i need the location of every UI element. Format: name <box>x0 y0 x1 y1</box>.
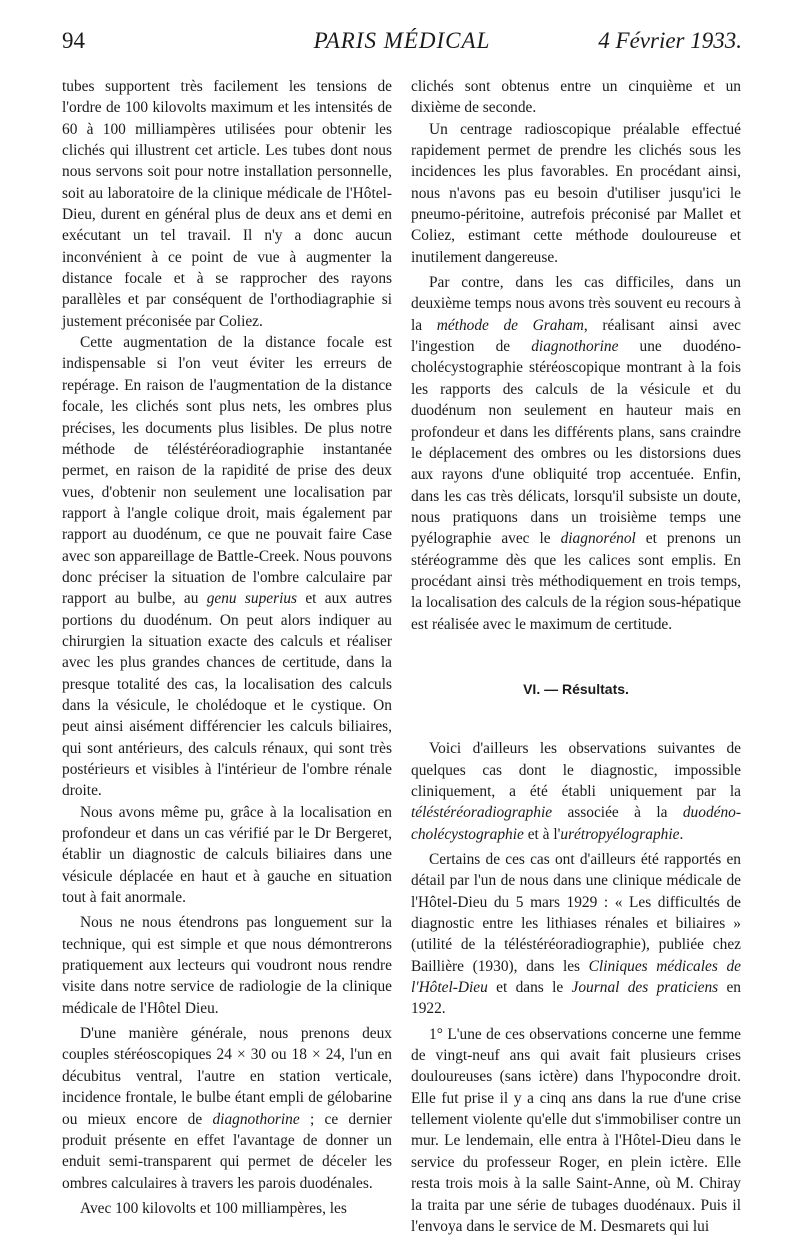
issue-date: 4 Février 1933. <box>598 28 742 53</box>
running-header <box>62 28 742 64</box>
paragraph: Certains de ces cas ont d'ailleurs été rapportés en détail par l'un de nous dans une clinique médicale de l'Hôtel-Dieu du 5 mars 1929 : « Les difficultés de diagnostic entre les lithiases rénales et biliaires » (utilité de la téléstéréoradiographie), publiée chez Baillière (1930), dans les Cliniques médicales de l'Hôtel-Dieu et dans le Journal des praticiens en 1922. <box>411 851 741 1018</box>
left-column <box>62 76 392 1219</box>
paragraph: D'une manière générale, nous prenons deux couples stéréoscopiques 24 × 30 ou 18 × 24, l'un en décubitus ventral, l'autre en station verticale, incidence frontale, le bulbe étant empli de gélobarine ou mieux encore de diagnothorine ; ce dernier produit présente en effet l'avantage de donner un enduit semi-transparent qui permet de déceler les ombres calculaires à travers les parois duodénales. <box>62 1025 393 1192</box>
section-heading: VI. — Résultats. <box>523 680 629 697</box>
paragraph: 1° L'une de ces observations concerne une femme de vingt-neuf ans qui avait fait plusieurs crises douloureuses (sans ictère) dans l'hypocondre droit. Elle fut prise il y a cinq ans dans la rue d'une crise tellement violente qu'elle dut s'immobiliser contre un mur. Le lendemain, elle entra à l'Hôtel-Dieu dans le service du professeur Roger, en plein ictère. Elle resta trois mois à la salle Saint-Anne, où M. Chiray la traita par une série de tubages duodénaux. Puis il l'envoya dans le service de M. Desmarets qui lui <box>411 1025 741 1235</box>
paragraph: Cette augmentation de la distance focale est indispensable si l'on veut éviter les erreurs de repérage. En raison de l'augmentation de la distance focale, les clichés sont plus nets, les ombres plus précises, les documents plus lisibles. De plus notre méthode de téléstéréoradiographie instantanée permet, en raison de la rapidité de prise des deux vues, d'obtenir non seulement une localisation par rapport à l'angle colique droit, mais également par rapport au duodénum, ce que ne pouvait faire Case avec son appareillage de Battle-Creek. Nous pouvons donc préciser la situation de l'ombre calculaire par rapport au bulbe, au genu superius et aux autres portions du duodénum. On peut alors indiquer au chirurgien la situation exacte des calculs et réaliser avec les plus grandes chances de certitude, dans la presque totalité des cas, la localisation des calculs dans la vésicule, le cholédoque et le cystique. On peut ainsi aisément différencier les calculs biliaires, qui sont antérieurs, des calculs rénaux, qui sont très postérieurs et visibles à l'intérieur de l'ombre rénale droite. <box>62 334 392 800</box>
page-number: 94 <box>62 28 85 53</box>
journal-title: PARIS MÉDICAL <box>313 28 491 53</box>
paragraph: Voici d'ailleurs les observations suivantes de quelques cas dont le diagnostic, impossible cliniquement, a été établi uniquement par la téléstéréoradiographie associée à la duodéno-cholécystographie et à l'urétropyélographie. <box>411 740 741 843</box>
right-column <box>411 76 741 1237</box>
paragraph: Un centrage radioscopique préalable effectué rapidement permet de prendre les clichés sous les incidences les plus favorables. En procédant ainsi, nous n'avons pas eu besoin d'utiliser jusqu'ici le pneumo-péritoine, autrefois préconisé par Mallet et Coliez, estimant cette méthode douloureuse et inutilement dangereuse. <box>411 120 741 266</box>
paragraph: tubes supportent très facilement les tensions de l'ordre de 100 kilovolts maximum et les intensités de 60 à 100 milliampères utilisées pour obtenir les clichés qui illustrent cet article. Les tubes dont nous nous servons soit pour notre installation personnelle, soit au laboratoire de la clinique médicale de l'Hôtel-Dieu, durent en général plus de deux ans et demi en exécutant un tel travail. Il n'y a donc aucun inconvénient à ce point de vue à augmenter la distance focale et à se rapprocher des rayons parallèles et par conséquent de l'orthodiagraphie si justement préconisée par Coliez. <box>62 78 392 330</box>
paragraph: Nous avons même pu, grâce à la localisation en profondeur et dans un cas vérifié par le Dr Bergeret, établir un diagnostic de calculs biliaires dans une vésicule déplacée en haut et à gauche en situation tout à fait anormale. <box>62 803 392 907</box>
paragraph: Par contre, dans les cas difficiles, dans un deuxième temps nous avons très souvent eu recours à la méthode de Graham, réalisant ainsi avec l'ingestion de diagnothorine une duodéno-cholécystographie stéréoscopique montrant à la fois les rapports des calculs de la vésicule et du duodénum non seulement en hauteur mais en profondeur et dans les différents plans, sans craindre le déplacement des ombres ou les distorsions dues aux rayons d'une obliquité trop accentuée. Enfin, dans les cas très délicats, lorsqu'il subsiste un doute, nous pratiquons dans un troisième temps une pyélographie avec le diagnorénol et prenons un stéréogramme dès que les calices sont emplis. En procédant ainsi très méthodiquement en trois temps, la localisation des calculs de la région sous-hépatique est réalisée avec le maximum de certitude. <box>411 274 741 633</box>
paragraph: clichés sont obtenus entre un cinquième et un dixième de seconde. <box>411 78 741 117</box>
paragraph: Nous ne nous étendrons pas longuement sur la technique, qui est simple et que nous démontrerons pratiquement aux lecteurs qui voudront nous rendre visite dans notre service de radiologie de la clinique médicale de l'Hôtel Dieu. <box>62 914 392 1017</box>
paragraph: Avec 100 kilovolts et 100 milliampères, les <box>80 1199 347 1217</box>
